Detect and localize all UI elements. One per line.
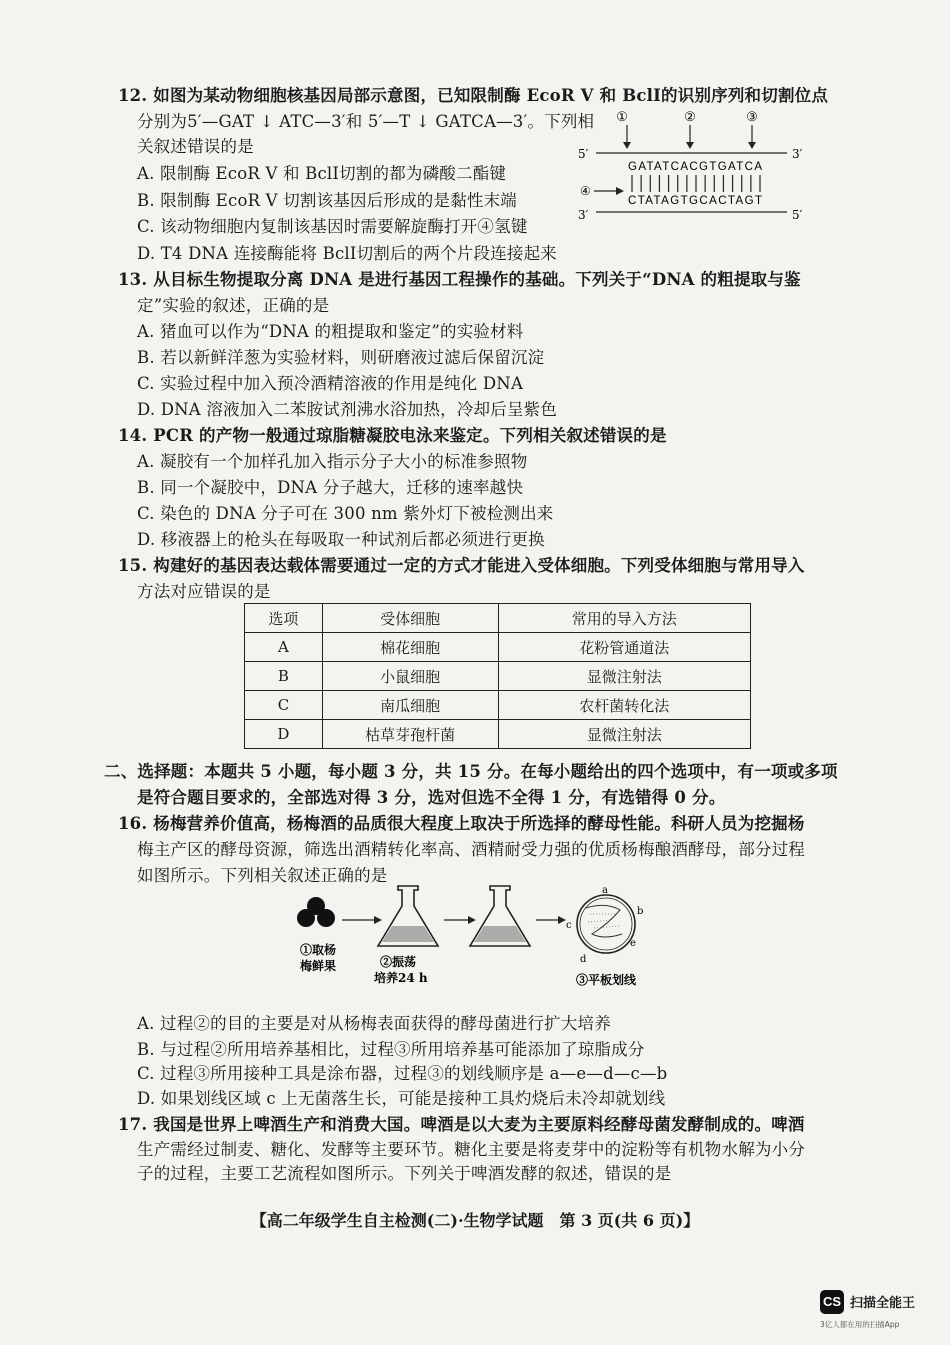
step3-label: ③平板划线: [576, 973, 637, 987]
q14-option-b: B. 同一个凝胶中，DNA 分子越大，迁移的速率越快: [137, 478, 524, 497]
hydrogen-bonds: [632, 175, 760, 192]
streak-plate-icon: [577, 895, 635, 953]
region-d-label: d: [580, 954, 587, 965]
step1-label-b: 梅鲜果: [300, 959, 337, 973]
q16-option-d: D. 如果划线区域 c 上无菌落生长，可能是接种工具灼烧后未冷却就划线: [137, 1089, 666, 1108]
table-cell: 显微注射法: [498, 662, 751, 691]
q16-option-b: B. 与过程②所用培养基相比，过程③所用培养基可能添加了琼脂成分: [137, 1040, 645, 1059]
q13-option-a: A. 猪血可以作为“DNA 的粗提取和鉴定”的实验材料: [137, 322, 524, 341]
bottom-strand-5prime: 5′: [792, 208, 803, 222]
table-header-cell: 选项: [245, 604, 323, 633]
table-row: [245, 691, 751, 720]
marker-2: ②: [684, 110, 696, 125]
q12-option-c: C. 该动物细胞内复制该基因时需要解旋酶打开④氢键: [137, 217, 528, 236]
top-sequence: GATATCACGTGATCA: [628, 161, 762, 173]
section2-instructions-line2: 是符合题目要求的，全部选对得 3 分，选对但选不全得 1 分，有选错得 0 分。: [137, 788, 726, 807]
q12-option-d: D. T4 DNA 连接酶能将 BclⅠ切割后的两个片段连接起来: [137, 244, 558, 263]
q14-option-c: C. 染色的 DNA 分子可在 300 nm 紫外灯下被检测出来: [137, 504, 554, 523]
q16-option-c: C. 过程③所用接种工具是涂布器，过程③的划线顺序是 a—e—d—c—b: [137, 1064, 668, 1083]
q17-stem-line3: 子的过程，主要工艺流程如图所示。下列关于啤酒发酵的叙述，错误的是: [137, 1164, 672, 1183]
table-cell: 南瓜细胞: [322, 691, 498, 720]
table-cell: 棉花细胞: [322, 633, 498, 662]
step2-label-a: ②振荡: [380, 955, 417, 969]
q12-option-a: A. 限制酶 EcoR Ⅴ 和 BclⅠ切割的都为磷酸二酯键: [137, 164, 507, 183]
q12-stem-line2: 分别为5′—GAT ↓ ATC—3′和 5′—T ↓ GATCA—3′。下列相: [137, 112, 595, 131]
bottom-strand-3prime: 3′: [578, 208, 589, 222]
marker-1: ①: [616, 110, 628, 125]
arrowhead-4: [616, 187, 624, 195]
table-cell: 花粉管通道法: [498, 633, 751, 662]
top-strand-5prime: 5′: [578, 147, 589, 161]
q17-stem-line2: 生产需经过制麦、糖化、发酵等主要环节。糖化主要是将麦芽中的淀粉等有机物水解为小分: [137, 1140, 805, 1159]
table-cell: B: [245, 662, 323, 691]
marker-4: ④: [580, 184, 591, 198]
table-header-row: [245, 604, 751, 633]
region-c-label: c: [566, 920, 572, 931]
region-e-label: e: [630, 938, 636, 949]
q14-stem: 14. PCR 的产物一般通过琼脂糖凝胶电泳来鉴定。下列相关叙述错误的是: [118, 426, 667, 445]
q13-option-b: B. 若以新鲜洋葱为实验材料，则研磨液过滤后保留沉淀: [137, 348, 545, 367]
q16-process-diagram: [290, 884, 690, 994]
watermark-tagline: 3亿人都在用的扫描App: [820, 1320, 900, 1329]
step2-label-b: 培养24 h: [374, 971, 428, 985]
scanner-watermark: [820, 1290, 935, 1335]
q12-stem-line1: 12. 如图为某动物细胞核基因局部示意图，已知限制酶 EcoR Ⅴ 和 BclⅠ的识别序列和切割位点: [118, 86, 829, 105]
table-cell: A: [245, 633, 323, 662]
arrowhead: [468, 916, 476, 924]
table-header-cell: 受体细胞: [322, 604, 498, 633]
q15-stem-line2: 方法对应错误的是: [137, 582, 271, 601]
table-cell: D: [245, 720, 323, 749]
arrowhead-3: [748, 142, 756, 149]
q13-stem-line2: 定”实验的叙述，正确的是: [137, 296, 330, 315]
table-cell: 农杆菌转化法: [498, 691, 751, 720]
q14-option-a: A. 凝胶有一个加样孔加入指示分子大小的标准参照物: [137, 452, 528, 471]
arrowhead: [558, 916, 566, 924]
region-b-label: b: [637, 906, 644, 917]
dna-diagram: [572, 108, 812, 228]
q13-option-c: C. 实验过程中加入预冷酒精溶液的作用是纯化 DNA: [137, 374, 524, 393]
table-cell: C: [245, 691, 323, 720]
q16-stem-line1: 16. 杨梅营养价值高，杨梅酒的品质很大程度上取决于所选择的酵母性能。科研人员为挖掘杨: [118, 814, 805, 833]
q15-stem-line1: 15. 构建好的基因表达载体需要通过一定的方式才能进入受体细胞。下列受体细胞与常用导入: [118, 556, 805, 575]
bottom-sequence: CTATAGTGCACTAGT: [628, 195, 762, 207]
page-footer: 【高二年级学生自主检测(二)·生物学试题 第 3 页(共 6 页)】: [250, 1211, 700, 1230]
arrowhead: [374, 916, 382, 924]
table-cell: 小鼠细胞: [322, 662, 498, 691]
bayberry-icon: [297, 897, 335, 927]
arrowhead-2: [686, 142, 694, 149]
table-cell: 枯草芽孢杆菌: [322, 720, 498, 749]
q13-stem-line1: 13. 从目标生物提取分离 DNA 是进行基因工程操作的基础。下列关于“DNA 的粗提取与鉴: [118, 270, 801, 289]
q17-stem-line1: 17. 我国是世界上啤酒生产和消费大国。啤酒是以大麦为主要原料经酵母菌发酵制成的。啤酒: [118, 1115, 805, 1134]
marker-3: ③: [746, 110, 758, 125]
arrowhead-1: [623, 142, 631, 149]
q16-option-a: A. 过程②的目的主要是对从杨梅表面获得的酵母菌进行扩大培养: [137, 1014, 611, 1033]
q14-option-d: D. 移液器上的枪头在每吸取一种试剂后都必须进行更换: [137, 530, 545, 549]
watermark-app-name: 扫描全能王: [850, 1296, 916, 1311]
table-row: [245, 720, 751, 749]
region-a-label: a: [602, 885, 608, 896]
q12-option-b: B. 限制酶 EcoR Ⅴ 切割该基因后形成的是黏性末端: [137, 191, 518, 210]
step1-label-a: ①取杨: [300, 943, 337, 957]
section2-instructions-line1: 二、选择题：本题共 5 小题，每小题 3 分，共 15 分。在每小题给出的四个选项中，有一项或多项: [104, 762, 838, 781]
camscanner-logo-icon: CS: [820, 1290, 844, 1314]
q15-table: [244, 603, 751, 749]
table-row: [245, 662, 751, 691]
q16-stem-line3: 如图所示。下列相关叙述正确的是: [137, 866, 388, 885]
flask-icon: [470, 886, 530, 946]
q12-stem-line3: 关叙述错误的是: [137, 137, 254, 156]
flask-icon: [378, 886, 438, 946]
q16-stem-line2: 梅主产区的酵母资源，筛选出酒精转化率高、酒精耐受力强的优质杨梅酿酒酵母，部分过程: [137, 840, 805, 859]
table-row: [245, 633, 751, 662]
q13-option-d: D. DNA 溶液加入二苯胺试剂沸水浴加热，冷却后呈紫色: [137, 400, 558, 419]
top-strand-3prime: 3′: [792, 147, 803, 161]
table-header-cell: 常用的导入方法: [498, 604, 751, 633]
table-cell: 显微注射法: [498, 720, 751, 749]
